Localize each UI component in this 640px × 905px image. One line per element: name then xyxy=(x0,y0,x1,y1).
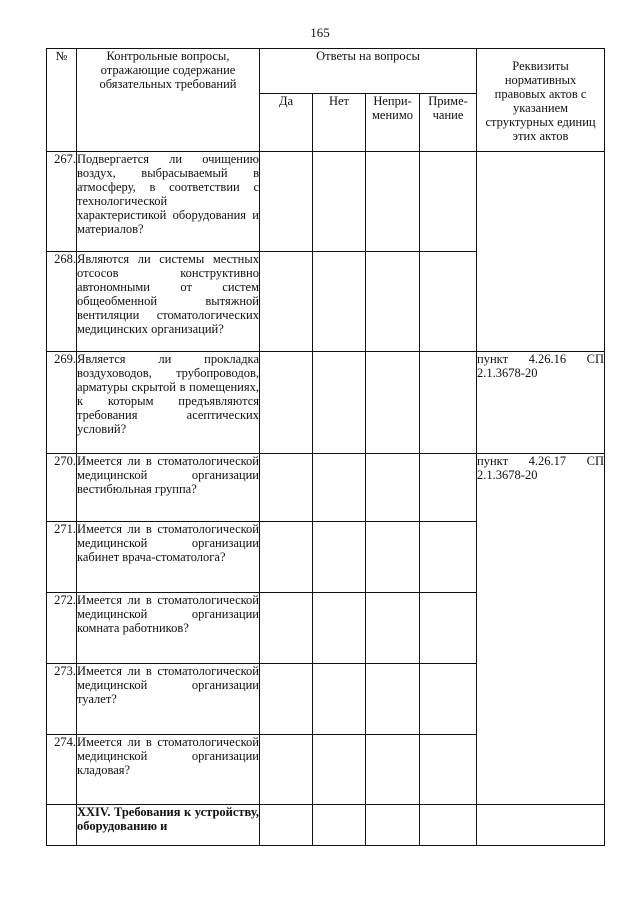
answer-na-cell[interactable] xyxy=(366,352,420,454)
answer-no-cell[interactable] xyxy=(313,352,366,454)
header-requisites: Реквизиты нормативных правовых актов с указанием структурных единиц этих актов xyxy=(477,49,605,152)
answer-na-cell[interactable] xyxy=(366,252,420,352)
page-number: 165 xyxy=(310,25,330,40)
answer-na-cell[interactable] xyxy=(366,152,420,252)
answer-no-cell[interactable] xyxy=(313,252,366,352)
requisites-cell xyxy=(477,152,605,352)
answer-note-cell[interactable] xyxy=(420,352,477,454)
answer-no-cell[interactable] xyxy=(313,805,366,846)
answer-yes-cell[interactable] xyxy=(260,664,313,735)
header-note xyxy=(420,94,477,152)
requisite-ref-line2: 2.1.3678-20 xyxy=(477,468,538,482)
requisite-ref-line1: пункт 4.26.16 СП xyxy=(477,352,605,366)
header-na-line2: менимо xyxy=(372,108,413,122)
header-not-applicable xyxy=(366,94,420,152)
answer-note-cell[interactable] xyxy=(420,805,477,846)
answer-na-cell[interactable] xyxy=(366,593,420,664)
answer-na-cell[interactable] xyxy=(366,735,420,805)
requisites-cell xyxy=(477,805,605,846)
answer-note-cell[interactable] xyxy=(420,593,477,664)
row-question: Имеется ли в стоматологической медицинской организации вестибюльная группа? xyxy=(77,454,260,522)
row-question: Является ли прокладка воздуховодов, трубопроводов, арматуры скрытой в помещениях, к которым предъявляются требования асептических условий? xyxy=(77,352,260,454)
answer-note-cell[interactable] xyxy=(420,735,477,805)
row-number: 272. xyxy=(47,593,77,664)
row-question: Имеется ли в стоматологической медицинской организации комната работников? xyxy=(77,593,260,664)
row-number: 271. xyxy=(47,522,77,593)
answer-yes-cell[interactable] xyxy=(260,522,313,593)
header-num: № xyxy=(47,49,77,152)
row-question: Имеется ли в стоматологической медицинской организации кабинет врача-стоматолога? xyxy=(77,522,260,593)
row-question: Имеется ли в стоматологической медицинской организации туалет? xyxy=(77,664,260,735)
answer-note-cell[interactable] xyxy=(420,454,477,522)
header-question: Контрольные вопросы, отражающие содержание обязательных требований xyxy=(77,49,260,152)
row-number: 268. xyxy=(47,252,77,352)
row-question: Имеется ли в стоматологической медицинской организации кладовая? xyxy=(77,735,260,805)
requisites-cell xyxy=(477,352,605,454)
answer-yes-cell[interactable] xyxy=(260,454,313,522)
answer-yes-cell[interactable] xyxy=(260,252,313,352)
row-number: 270. xyxy=(47,454,77,522)
header-yes: Да xyxy=(260,94,313,152)
header-na-line1: Непри- xyxy=(373,94,412,108)
requisites-cell xyxy=(477,454,605,805)
row-number: 267. xyxy=(47,152,77,252)
answer-note-cell[interactable] xyxy=(420,152,477,252)
table-row xyxy=(47,152,605,252)
row-question: Являются ли системы местных отсосов конструктивно автономными от систем общеобменной вытяжной вентиляции стоматологических медицинских организаций? xyxy=(77,252,260,352)
table-row xyxy=(47,454,605,522)
answer-na-cell[interactable] xyxy=(366,522,420,593)
answer-no-cell[interactable] xyxy=(313,735,366,805)
header-row-1 xyxy=(47,49,605,94)
answer-yes-cell[interactable] xyxy=(260,152,313,252)
answer-na-cell[interactable] xyxy=(366,454,420,522)
section-heading-row xyxy=(47,805,605,846)
answer-no-cell[interactable] xyxy=(313,152,366,252)
checklist-table xyxy=(46,48,605,846)
answer-na-cell[interactable] xyxy=(366,805,420,846)
row-number: 273. xyxy=(47,664,77,735)
answer-no-cell[interactable] xyxy=(313,664,366,735)
row-question: Подвергается ли очищению воздух, выбрасываемый в атмосферу, в соответствии с технологической характеристикой оборудования и материалов? xyxy=(77,152,260,252)
row-number xyxy=(47,805,77,846)
answer-no-cell[interactable] xyxy=(313,593,366,664)
answer-na-cell[interactable] xyxy=(366,664,420,735)
answer-yes-cell[interactable] xyxy=(260,593,313,664)
row-number: 274. xyxy=(47,735,77,805)
answer-yes-cell[interactable] xyxy=(260,805,313,846)
row-number: 269. xyxy=(47,352,77,454)
answer-note-cell[interactable] xyxy=(420,252,477,352)
header-note-line2: чание xyxy=(432,108,464,122)
answer-note-cell[interactable] xyxy=(420,522,477,593)
answer-note-cell[interactable] xyxy=(420,664,477,735)
answer-no-cell[interactable] xyxy=(313,522,366,593)
header-note-line1: Приме- xyxy=(428,94,468,108)
requisite-ref-line2: 2.1.3678-20 xyxy=(477,366,538,380)
answer-yes-cell[interactable] xyxy=(260,735,313,805)
answer-no-cell[interactable] xyxy=(313,454,366,522)
header-no: Нет xyxy=(313,94,366,152)
section-heading: XXIV. Требования к устройству, оборудованию и xyxy=(77,805,260,846)
header-answers: Ответы на вопросы xyxy=(260,49,477,94)
table-row xyxy=(47,352,605,454)
requisite-ref-line1: пункт 4.26.17 СП xyxy=(477,454,605,468)
answer-yes-cell[interactable] xyxy=(260,352,313,454)
